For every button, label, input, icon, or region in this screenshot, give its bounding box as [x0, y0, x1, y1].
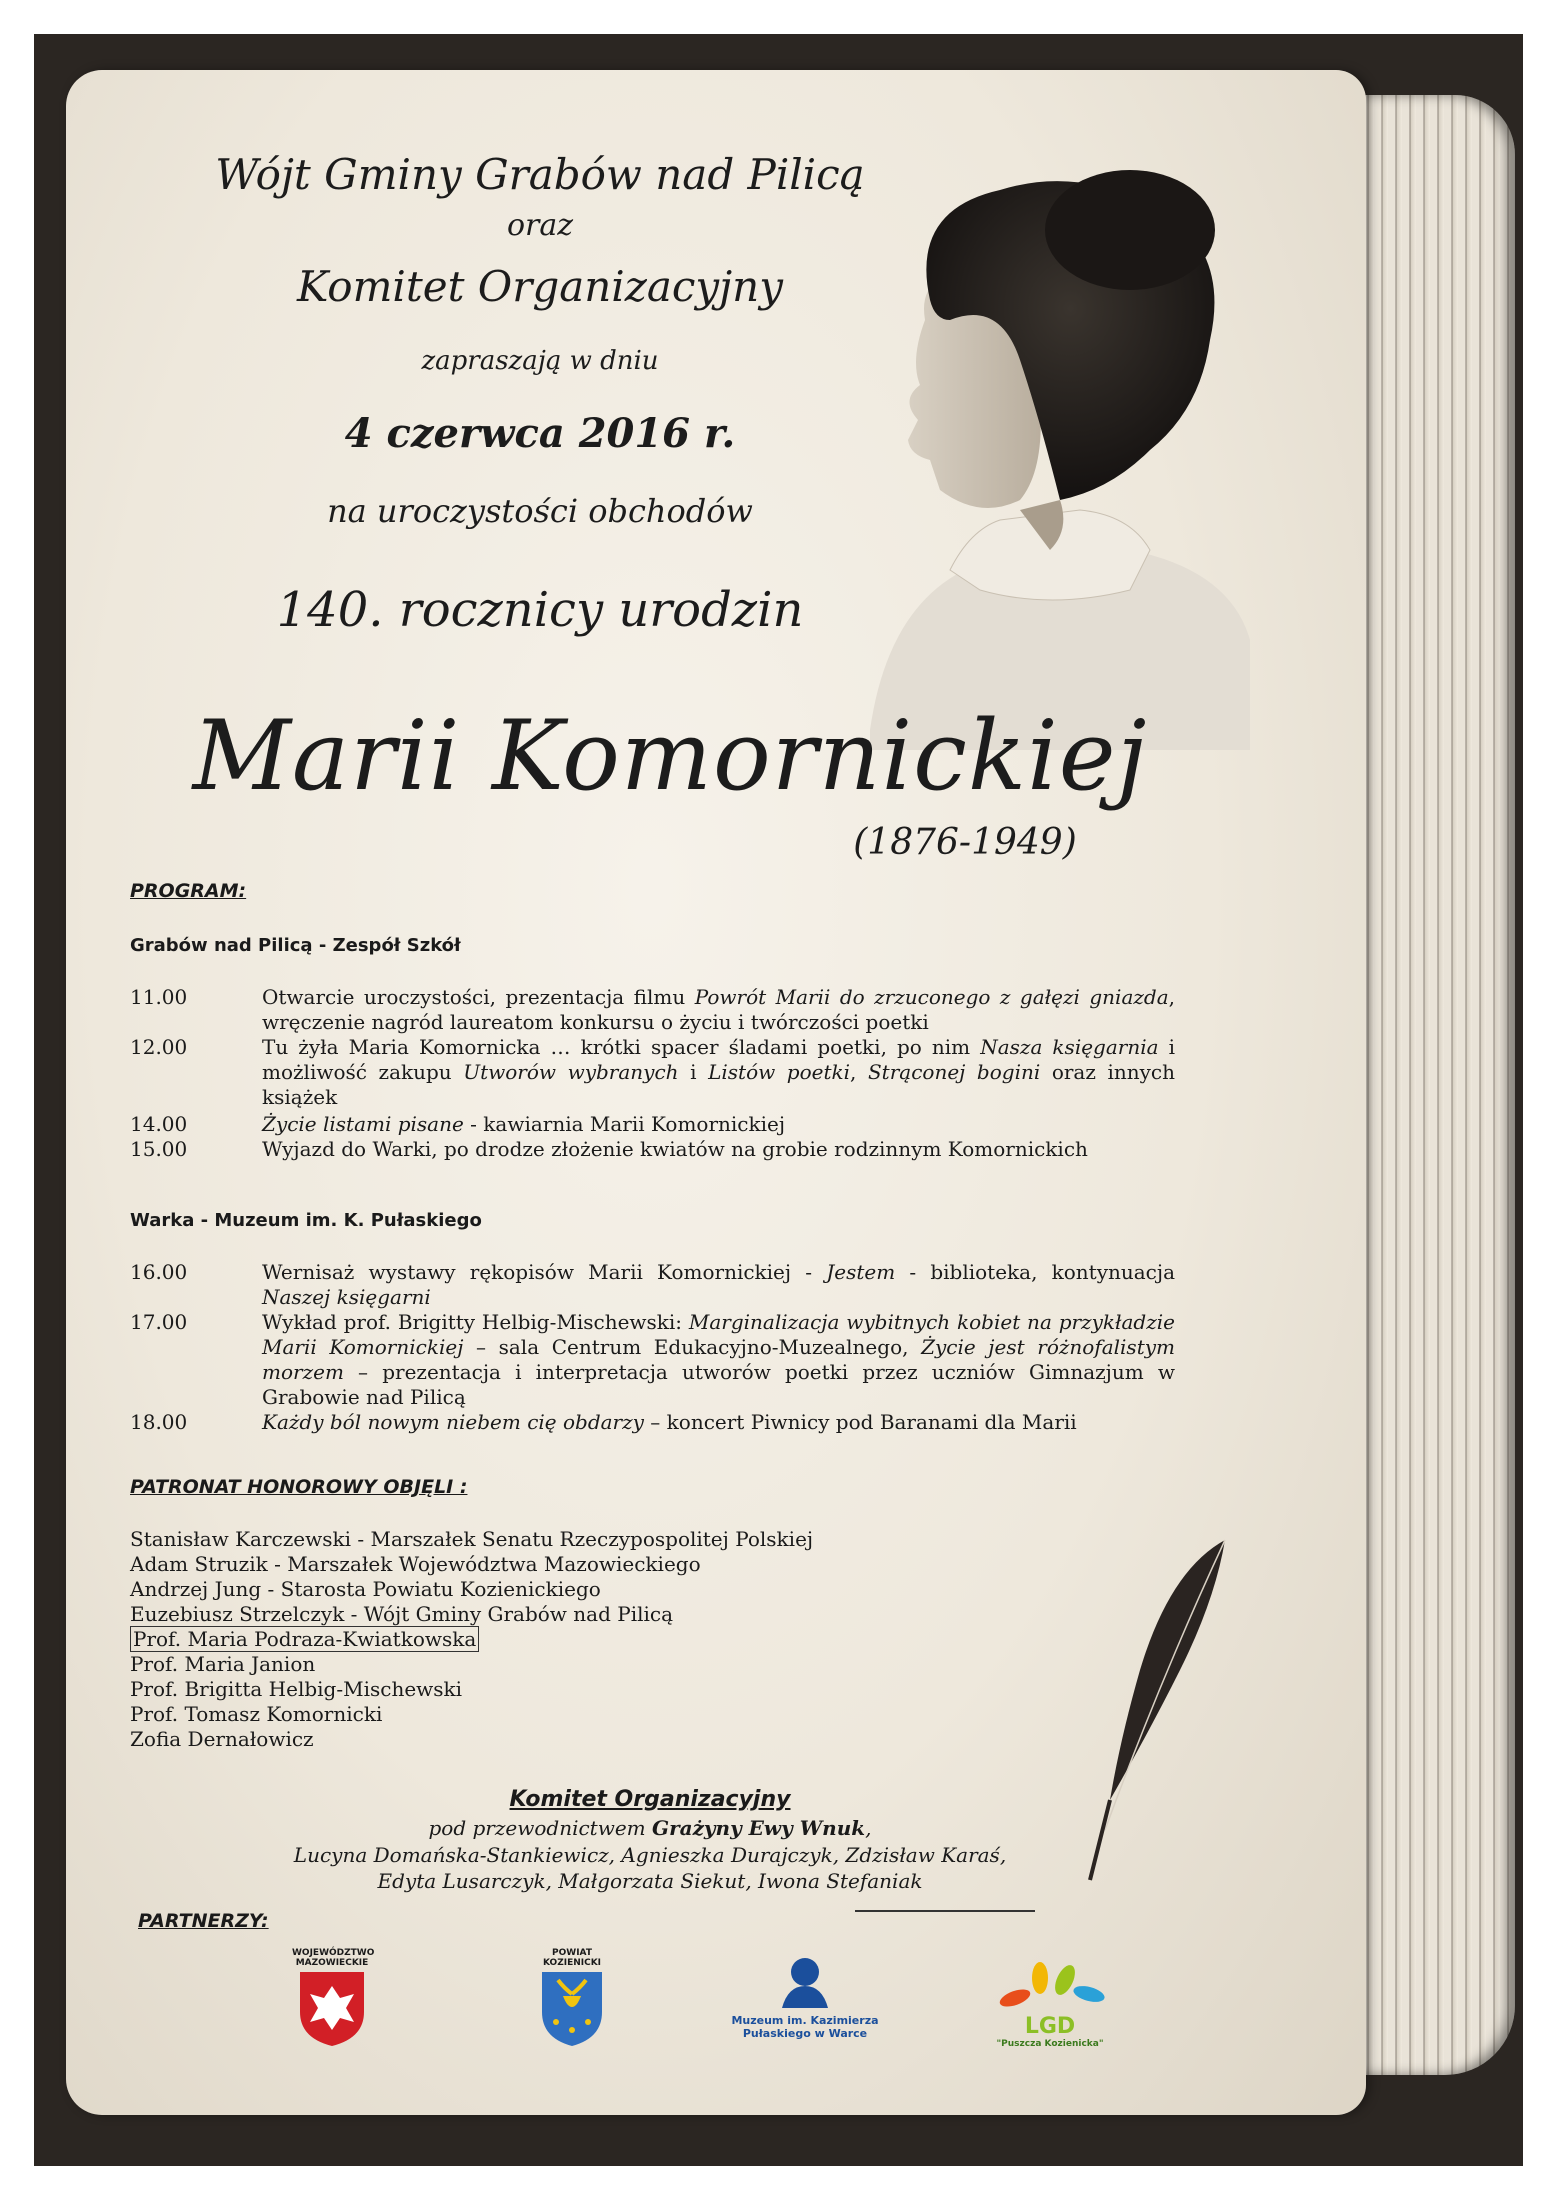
- pulaski-bust-icon: [730, 1950, 880, 2010]
- program-item-text: Życie listami pisane: [262, 1112, 464, 1136]
- logo-kozienicki: [536, 1948, 608, 2052]
- patron-name: Prof. Maria Podraza-Kwiatkowska: [130, 1627, 479, 1652]
- program-item-time: 15.00: [130, 1137, 188, 1161]
- program-item-text: Tu żyła Maria Komornicka … krótki spacer śladami poetki, po nim: [262, 1035, 981, 1059]
- program-item-text: Listów poetki: [708, 1060, 851, 1084]
- committee-title-text: Komitet Organizacyjny: [509, 1787, 791, 1812]
- program-item-text: i możliwość zakupu: [262, 1035, 1176, 1084]
- patron-name: Euzebiusz Strzelczyk - Wójt Gminy Grabów nad Pilicą: [130, 1602, 674, 1626]
- logo-lgd-text: LGD: [1024, 2014, 1076, 2039]
- program-item-time: 18.00: [130, 1410, 188, 1434]
- program-item-text: Wykład prof. Brigitty Helbig-Mischewski:: [262, 1310, 689, 1334]
- committee-prefix: pod przewodnictwem: [428, 1816, 652, 1840]
- program-title: PROGRAM:: [130, 880, 247, 902]
- patron-name: Prof. Tomasz Komornicki: [130, 1702, 383, 1726]
- program-item-text: Otwarcie uroczystości, prezentacja filmu: [262, 985, 695, 1009]
- program-item-description: [262, 1260, 1175, 1310]
- deer-shield-icon: [536, 1968, 608, 2048]
- program-item-text: Naszej księgarni: [262, 1285, 431, 1309]
- program-item-text: - kawiarnia Marii Komornickiej: [463, 1112, 786, 1136]
- quill-pen-icon: [1050, 1530, 1250, 1890]
- header-line-zapraszaja: zapraszają w dniu: [421, 346, 659, 376]
- header-line-komitet: Komitet Organizacyjny: [297, 262, 783, 311]
- program-item-text: Życie jest różnofalistym morzem: [262, 1335, 1175, 1384]
- committee-suffix: ,: [865, 1816, 872, 1840]
- program-item-text: ,: [850, 1060, 868, 1084]
- patronat-title: PATRONAT HONOROWY OBJĘLI :: [130, 1476, 468, 1498]
- committee-line3: Edyta Lusarczyk, Małgorzata Siekut, Iwona Stefaniak: [377, 1869, 923, 1893]
- partners-title: PARTNERZY:: [138, 1910, 269, 1932]
- program-item-text: oraz innych książek: [262, 1060, 1176, 1109]
- program-item-text: – prezentacja i interpretacja utworów poetki przez uczniów Gimnazjum w Grabowie nad Pilicą: [262, 1360, 1175, 1409]
- logo-lgd-caption: "Puszcza Kozienicka": [996, 2039, 1104, 2049]
- program-item-text: Każdy ból nowym niebem cię obdarzy: [262, 1410, 644, 1434]
- logo-mazowieckie-caption-2: MAZOWIECKIE: [295, 1958, 369, 1968]
- header-date: 4 czerwca 2016 r.: [344, 410, 736, 457]
- program-item-description: [262, 1410, 1175, 1435]
- program-item-text: Jestem: [826, 1260, 896, 1284]
- patron-name: Andrzej Jung - Starosta Powiatu Kozienickiego: [130, 1577, 601, 1601]
- header-line-rocznicy: 140. rocznicy urodzin: [276, 582, 804, 638]
- program-item-description: [262, 1035, 1175, 1110]
- logo-muzeum: [730, 1950, 880, 2040]
- eagle-shield-icon: [292, 1968, 372, 2048]
- program-item-time: 16.00: [130, 1260, 188, 1284]
- header-line-wojt: Wójt Gminy Grabów nad Pilicą: [215, 150, 865, 199]
- venue-warka: Warka - Muzeum im. K. Pułaskiego: [130, 1210, 482, 1231]
- logo-kozienicki-caption-2: KOZIENICKI: [542, 1958, 602, 1968]
- committee-title: [200, 1787, 1100, 1813]
- program-item-text: Wyjazd do Warki, po drodze złożenie kwiatów na grobie rodzinnym Komornickich: [262, 1137, 1088, 1161]
- logo-muzeum-caption-1: Muzeum im. Kazimierza: [731, 2014, 879, 2027]
- portrait-illustration: [830, 170, 1250, 750]
- logo-kozienicki-caption-1: POWIAT: [552, 1948, 592, 1958]
- program-item-text: Powrót Marii do zrzuconego z gałęzi gniazda: [694, 985, 1169, 1009]
- committee-underline: [855, 1910, 1035, 1912]
- program-item-time: 11.00: [130, 985, 188, 1009]
- committee-line2: Lucyna Domańska-Stankiewicz, Agnieszka Durajczyk, Zdzisław Karaś,: [293, 1843, 1007, 1867]
- program-item-text: , wręczenie nagród laureatom konkursu o życiu i twórczości poetki: [262, 985, 1175, 1034]
- program-item-text: – koncert Piwnicy pod Baranami dla Marii: [643, 1410, 1077, 1434]
- program-item-text: – sala Centrum Edukacyjno-Muzealnego,: [463, 1335, 922, 1359]
- program-item-description: [262, 1310, 1175, 1410]
- patron-name: Stanisław Karczewski - Marszałek Senatu Rzeczypospolitej Polskiej: [130, 1527, 814, 1551]
- committee-line1: [200, 1815, 1100, 1841]
- header-years: (1876-1949): [853, 822, 1077, 863]
- logo-lgd: [985, 1960, 1115, 2049]
- program-item-time: 14.00: [130, 1112, 188, 1136]
- venue-grabow: Grabów nad Pilicą - Zespół Szkół: [130, 935, 461, 956]
- program-item-text: i: [678, 1060, 709, 1084]
- patron-name: Prof. Maria Janion: [130, 1652, 316, 1676]
- patron-name: Adam Struzik - Marszałek Województwa Mazowieckiego: [130, 1552, 701, 1576]
- header-poet-name: Marii Komornickiej: [192, 700, 1148, 812]
- program-item-time: 12.00: [130, 1035, 188, 1059]
- logo-mazowieckie-caption-1: WOJEWÓDZTWO: [292, 1948, 375, 1958]
- program-item-description: [262, 1137, 1175, 1162]
- program-item-time: 17.00: [130, 1310, 188, 1334]
- program-item-text: Wernisaż wystawy rękopisów Marii Komornickiej -: [262, 1260, 827, 1284]
- patron-name: Prof. Brigitta Helbig-Mischewski: [130, 1677, 463, 1701]
- program-item-description: [262, 985, 1175, 1035]
- program-item-text: - biblioteka, kontynuacja: [895, 1260, 1176, 1284]
- patron-name: Zofia Dernałowicz: [130, 1727, 314, 1751]
- committee-chair: Grażyny Ewy Wnuk: [652, 1816, 866, 1840]
- program-item-description: [262, 1112, 1175, 1137]
- header-line-oraz: oraz: [506, 208, 574, 243]
- header-line-uroczystosci: na uroczystości obchodów: [327, 492, 753, 530]
- program-item-text: Strąconej bogini: [867, 1060, 1041, 1084]
- leaves-icon: [985, 1960, 1115, 2010]
- program-item-text: Utworów wybranych: [463, 1060, 679, 1084]
- program-item-text: Nasza księgarnia: [980, 1035, 1159, 1059]
- logo-muzeum-caption-2: Pułaskiego w Warce: [742, 2027, 868, 2040]
- program-item-text: Marginalizacja wybitnych kobiet na przykładzie Marii Komornickiej: [262, 1310, 1175, 1359]
- logo-mazowieckie: [292, 1948, 375, 2052]
